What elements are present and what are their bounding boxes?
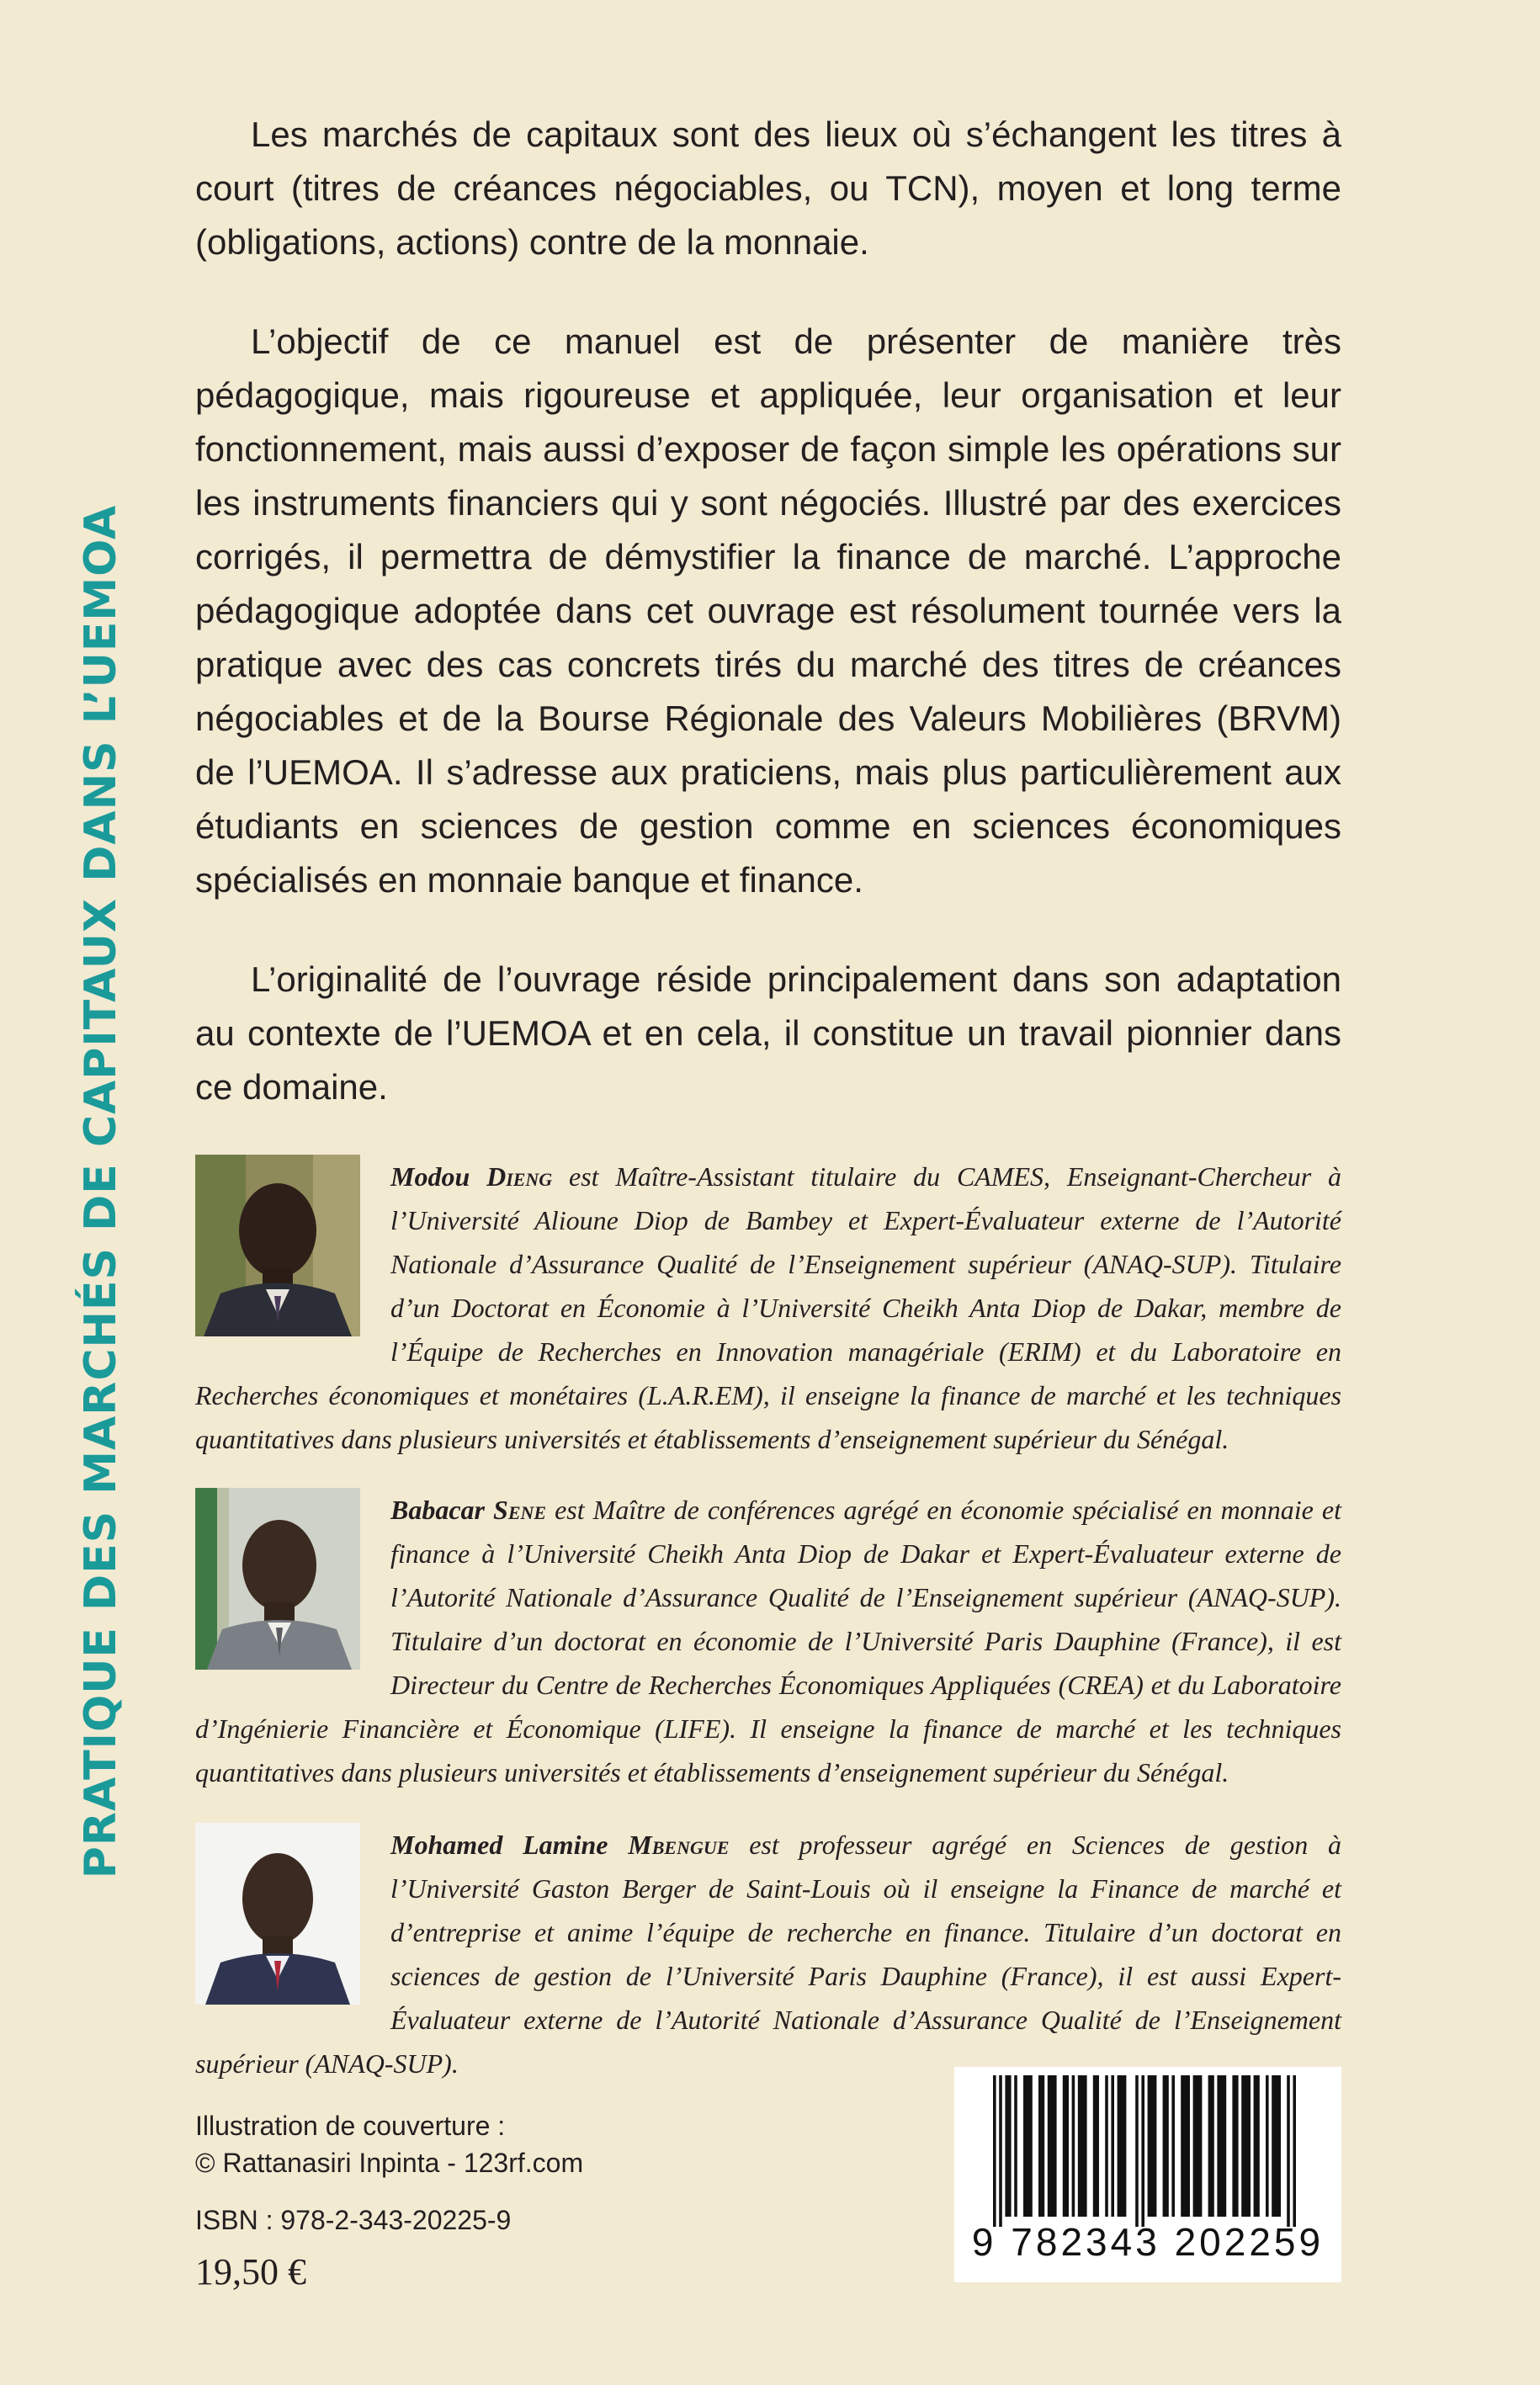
barcode-bar xyxy=(999,2075,1002,2227)
barcode-bar xyxy=(1105,2075,1108,2217)
spine-title: PRATIQUE DES MARCHÉS DE CAPITAUX DANS L’UEMOA xyxy=(76,504,126,1879)
author-bio-2 xyxy=(195,1488,1341,1794)
barcode-bar xyxy=(1014,2075,1017,2217)
author-2-last-name: Sene xyxy=(493,1495,547,1525)
barcode-bar xyxy=(1078,2075,1087,2217)
barcode-bar xyxy=(1208,2075,1214,2217)
author-1-last-name: Dieng xyxy=(486,1161,553,1192)
intro-paragraph-1: Les marchés de capitaux sont des lieux où s’échangent les titres à court (titres de créances négociables, ou TCN), moyen et long terme (obligations, actions) contre de la monnaie. xyxy=(195,114,1341,262)
barcode-bar xyxy=(1193,2075,1203,2217)
author-photo-2 xyxy=(195,1488,360,1670)
isbn: ISBN : 978-2-343-20225-9 xyxy=(195,2205,512,2235)
author-2-bio-text: est Maître de conférences agrégé en économie spécialisé en monnaie et finance à l’Université Cheikh Anta Diop de Dakar et Expert-Évaluateur externe de l’Autorité Nationale d’Assurance Qualité de l’Enseignement supérieur (ANAQ-SUP). Titulaire d’un doctorat en économie de l’Université Paris Dauphine (France), il est Directeur du Centre de Recherches Économiques Appliquées (CREA) et du Laboratoire d’Ingénierie Financière et Économique (LIFE). Il enseigne la finance de marché et les techniques quantitatives dans plusieurs universités et établissements d’enseignement supérieur du Sénégal. xyxy=(195,1495,1342,1787)
barcode-bar xyxy=(1023,2075,1033,2217)
author-1-first-name: Modou xyxy=(390,1161,470,1192)
barcode-bar xyxy=(1217,2075,1226,2217)
intro-paragraph-3: L’originalité de l’ouvrage réside principalement dans son adaptation au contexte de l’UEMOA et en cela, il constitue un travail pionnier dans ce domaine. xyxy=(195,959,1341,1107)
barcode-bar xyxy=(1241,2075,1251,2217)
barcode-bar xyxy=(1171,2075,1175,2217)
barcode-bar xyxy=(1048,2075,1057,2217)
barcode xyxy=(954,2067,1341,2282)
author-photo-3 xyxy=(195,1823,360,2005)
author-bio-3 xyxy=(195,1823,1341,2085)
author-photo-1 xyxy=(195,1155,360,1336)
cover-illustration-credit xyxy=(195,2107,583,2181)
barcode-bar xyxy=(1111,2075,1114,2217)
barcode-bar xyxy=(1293,2075,1296,2227)
barcode-bar xyxy=(1141,2075,1144,2227)
barcode-bar xyxy=(1038,2075,1044,2217)
author-3-last-name: Mbengue xyxy=(628,1830,730,1860)
intro-paragraph-2: L’objectif de ce manuel est de présenter de manière très pédagogique, mais rigoureuse et appliquée, leur organisation et leur fonctionnement, mais aussi d’exposer de façon simple les opérations sur les instruments financiers qui y sont négociés. Illustré par des exercices corrigés, il permettra de démystifier la finance de marché. L’approche pédagogique adoptée dans cet ouvrage est résolument tournée vers la pratique avec des cas concrets tirés du marché des titres de créances négociables et de la Bourse Régionale des Valeurs Mobilières (BRVM) de l’UEMOA. Il s’adresse aux praticiens, mais plus particulièrement aux étudiants en sciences de gestion comme en sciences économiques spécialisés en monnaie banque et finance. xyxy=(195,321,1341,900)
intro-text xyxy=(195,108,1341,1160)
author-2-first-name: Babacar xyxy=(390,1495,485,1525)
barcode-bar xyxy=(1072,2075,1075,2217)
author-1-bio-text: est Maître-Assistant titulaire du CAMES, Enseignant-Chercheur à l’Université Alioune Diop de Bambey et Expert-Évaluateur externe de l’Autorité Nationale d’Assurance Qualité de l’Enseignement supérieur (ANAQ-SUP). Titulaire d’un Doctorat en Économie à l’Université Cheikh Anta Diop de Dakar, membre de l’Équipe de Recherches en Innovation managériale (ERIM) et du Laboratoire en Recherches économiques et monétaires (L.A.R.EM), il enseigne la finance de marché et les techniques quantitatives dans plusieurs universités et établissements d’enseignement supérieur du Sénégal. xyxy=(195,1161,1342,1454)
author-3-bio-text: est professeur agrégé en Sciences de gestion à l’Université Gaston Berger de Saint-Louis où il enseigne la Finance de marché et d’entreprise et anime l’équipe de recherche en finance. Titulaire d’un doctorat en sciences de gestion de l’Université Paris Dauphine (France), il est aussi Expert-Évaluateur externe de l’Autorité Nationale d’Assurance Qualité de l’Enseignement supérieur (ANAQ-SUP). xyxy=(195,1830,1342,2079)
barcode-bar xyxy=(1181,2075,1190,2217)
barcode-bar xyxy=(1093,2075,1099,2217)
barcode-bar xyxy=(1272,2075,1281,2217)
author-bio-1 xyxy=(195,1155,1341,1461)
barcode-bar xyxy=(1163,2075,1169,2217)
author-3-first-name: Mohamed Lamine xyxy=(390,1830,608,1860)
barcode-bars xyxy=(964,2075,1331,2227)
barcode-bar xyxy=(1232,2075,1238,2217)
price: 19,50 € xyxy=(195,2251,306,2292)
barcode-bar xyxy=(1266,2075,1269,2217)
barcode-bar xyxy=(1063,2075,1069,2217)
credit-label: Illustration de couverture : xyxy=(195,2111,506,2141)
barcode-bar xyxy=(1148,2075,1157,2217)
barcode-bar xyxy=(1005,2075,1011,2217)
barcode-bar xyxy=(1135,2075,1139,2227)
barcode-digits: 9 782343 202259 xyxy=(971,2220,1325,2264)
barcode-bar xyxy=(1118,2075,1127,2217)
barcode-bar xyxy=(1254,2075,1260,2217)
barcode-bar xyxy=(993,2075,996,2227)
credit-source: © Rattanasiri Inpinta - 123rf.com xyxy=(195,2148,584,2178)
barcode-bar xyxy=(1287,2075,1290,2227)
